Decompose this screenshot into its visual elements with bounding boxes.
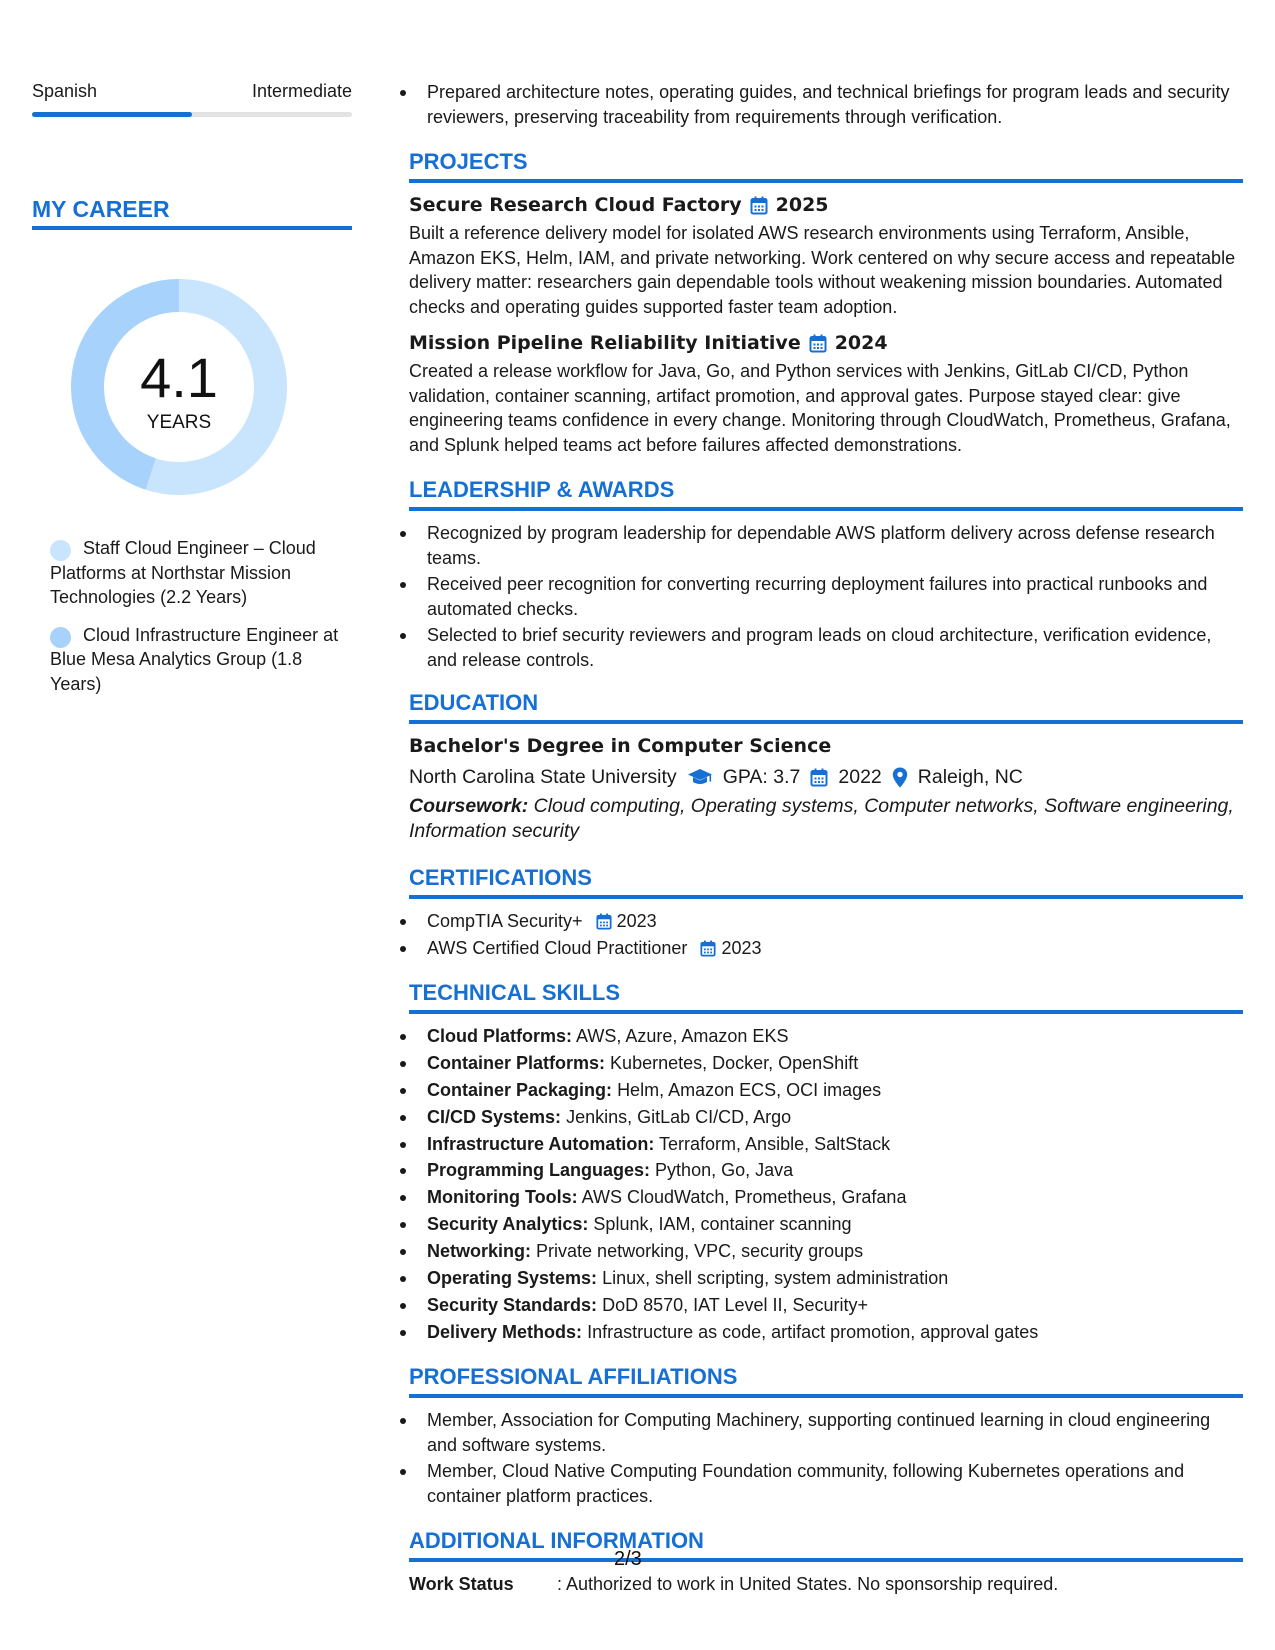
- career-total-value: 4.1: [140, 346, 218, 409]
- career-donut-label: [66, 274, 292, 500]
- skill-value: Splunk, IAM, container scanning: [593, 1214, 852, 1235]
- leadership-section: [409, 477, 1243, 672]
- section-rule: [409, 895, 1243, 899]
- main-content: [409, 80, 1243, 1596]
- skill-item: [409, 1239, 1243, 1264]
- skill-value: Private networking, VPC, security groups: [536, 1241, 864, 1262]
- skill-item: [409, 1266, 1243, 1291]
- additional-section: [409, 1528, 1243, 1596]
- career-legend-dot: [50, 540, 71, 561]
- list-item: Prepared architecture notes, operating guides, and technical briefings for program leads and security reviewers, preserving traceability from requirements through verification.: [409, 80, 1243, 129]
- project-name: Mission Pipeline Reliability Initiative: [409, 332, 801, 354]
- career-heading: MY CAREER: [32, 196, 170, 222]
- skill-item: [409, 1293, 1243, 1318]
- experience-tail-list: [409, 80, 1243, 129]
- certification-year: 2023: [616, 911, 657, 931]
- skill-item: [409, 1078, 1243, 1103]
- skill-label: Operating Systems:: [427, 1268, 598, 1289]
- skill-label: Monitoring Tools:: [427, 1187, 578, 1208]
- list-item: Member, Cloud Native Computing Foundation community, following Kubernetes operations and container platform practices.: [409, 1459, 1243, 1508]
- certification-item: [409, 936, 1243, 961]
- calendar-icon: [700, 940, 716, 957]
- career-legend-dot: [50, 627, 71, 648]
- skill-value: Kubernetes, Docker, OpenShift: [610, 1052, 859, 1073]
- section-title: TECHNICAL SKILLS: [409, 980, 621, 1005]
- list-item: Member, Association for Computing Machinery, supporting continued learning in cloud engineering and software systems.: [409, 1408, 1243, 1457]
- coursework-label: Coursework:: [409, 795, 529, 817]
- skill-label: Container Platforms:: [427, 1052, 606, 1073]
- skill-label: Delivery Methods:: [427, 1321, 583, 1342]
- certification-name: AWS Certified Cloud Practitioner: [427, 937, 688, 958]
- skill-item: [409, 1105, 1243, 1130]
- language-level: Intermediate: [251, 81, 352, 101]
- skill-value: AWS, Azure, Amazon EKS: [576, 1026, 789, 1046]
- skill-value: Linux, shell scripting, system administration: [602, 1268, 949, 1289]
- certifications-list: [409, 909, 1243, 960]
- skill-label: Infrastructure Automation:: [427, 1133, 655, 1154]
- skill-value: Helm, Amazon ECS, OCI images: [617, 1079, 882, 1100]
- projects-section: [409, 149, 1243, 457]
- section-rule: [409, 1394, 1243, 1398]
- section-rule: [409, 507, 1243, 511]
- map-pin-icon: [892, 767, 908, 788]
- calendar-icon: [809, 334, 827, 353]
- language-proficiency-bar: [32, 112, 352, 117]
- certification-year: 2023: [721, 937, 762, 958]
- calendar-icon: [596, 913, 612, 930]
- skill-label: CI/CD Systems:: [427, 1106, 562, 1127]
- project-name: Secure Research Cloud Factory: [409, 194, 742, 216]
- career-item-text: Staff Cloud Engineer – Cloud Platforms at Northstar Mission Technologies (2.2 Years): [50, 538, 316, 607]
- skills-list: [409, 1024, 1243, 1344]
- certification-item: [409, 909, 1243, 934]
- career-heading-rule: [32, 226, 352, 230]
- skill-value: Terraform, Ansible, SaltStack: [659, 1133, 891, 1154]
- list-item: Recognized by program leadership for dependable AWS platform delivery across defense research teams.: [409, 521, 1243, 570]
- skill-label: Security Analytics:: [427, 1214, 589, 1235]
- project-heading: [409, 193, 1243, 217]
- section-title: CERTIFICATIONS: [409, 865, 592, 890]
- language-row: [32, 80, 352, 102]
- affiliations-section: [409, 1364, 1243, 1508]
- language-proficiency-fill: [32, 112, 192, 117]
- coursework-list: Cloud computing, Operating systems, Computer networks, Software engineering, Information security: [409, 795, 1234, 842]
- skill-item: [409, 1024, 1243, 1049]
- skill-item: [409, 1320, 1243, 1345]
- skills-section: [409, 980, 1243, 1344]
- skill-label: Cloud Platforms:: [427, 1026, 573, 1046]
- education-school: North Carolina State University: [409, 766, 677, 788]
- skill-label: Networking:: [427, 1241, 532, 1262]
- education-year: 2022: [838, 766, 882, 788]
- work-status-row: [409, 1572, 1243, 1596]
- section-title: EDUCATION: [409, 690, 539, 715]
- section-rule: [409, 179, 1243, 183]
- skill-item: [409, 1185, 1243, 1210]
- education-degree: Bachelor's Degree in Computer Science: [409, 735, 832, 757]
- skill-value: AWS CloudWatch, Prometheus, Grafana: [581, 1187, 907, 1208]
- leadership-list: [409, 521, 1243, 672]
- section-title: PROJECTS: [409, 149, 528, 174]
- education-coursework: [409, 794, 1243, 843]
- list-item: Received peer recognition for converting recurring deployment failures into practical runbooks and automated checks.: [409, 572, 1243, 621]
- page-number: 2/3: [614, 1548, 642, 1570]
- work-status-label: Work Status: [409, 1574, 514, 1595]
- certifications-section: [409, 865, 1243, 960]
- education-location: Raleigh, NC: [917, 766, 1023, 788]
- project-heading: [409, 331, 1243, 355]
- project-year: 2024: [834, 332, 888, 354]
- skill-value: Python, Go, Java: [655, 1160, 794, 1181]
- calendar-icon: [750, 196, 768, 215]
- project-item: [409, 331, 1243, 457]
- certification-name: CompTIA Security+: [427, 911, 583, 931]
- education-details: [409, 764, 1243, 790]
- section-title: LEADERSHIP & AWARDS: [409, 477, 675, 502]
- career-item: [50, 536, 340, 610]
- section-rule: [409, 1558, 1243, 1562]
- skill-item: [409, 1158, 1243, 1183]
- skill-label: Programming Languages:: [427, 1160, 651, 1181]
- list-item: Selected to brief security reviewers and program leads on cloud architecture, verification evidence, and release controls.: [409, 623, 1243, 672]
- section-rule: [409, 1010, 1243, 1014]
- education-gpa: GPA: 3.7: [722, 766, 801, 788]
- project-item: [409, 193, 1243, 319]
- project-year: 2025: [775, 194, 829, 216]
- section-rule: [409, 720, 1243, 724]
- skill-value: DoD 8570, IAT Level II, Security+: [602, 1294, 869, 1315]
- affiliations-list: [409, 1408, 1243, 1508]
- career-total-unit: YEARS: [146, 412, 212, 433]
- language-block: [32, 80, 352, 117]
- section-title: PROFESSIONAL AFFILIATIONS: [409, 1364, 738, 1390]
- skill-label: Container Packaging:: [427, 1079, 613, 1100]
- language-name: Spanish: [32, 81, 98, 101]
- section-title: ADDITIONAL INFORMATION: [409, 1528, 704, 1554]
- skill-value: Jenkins, GitLab CI/CD, Argo: [566, 1106, 792, 1127]
- graduation-cap-icon: [687, 768, 713, 786]
- career-list: [50, 536, 340, 709]
- project-description: Built a reference delivery model for isolated AWS research environments using Terraform, Ansible, Amazon EKS, Helm, IAM, and private networking. Work centered on why secure access and repeatable delivery matter: researchers gain dependable tools without weakening mission boundaries. Automated checks and operating guides supported faster team adoption.: [409, 223, 1236, 317]
- skill-item: [409, 1212, 1243, 1237]
- skill-value: Infrastructure as code, artifact promotion, approval gates: [587, 1321, 1039, 1342]
- career-item: [50, 623, 340, 697]
- career-item-text: Cloud Infrastructure Engineer at Blue Mesa Analytics Group (1.8 Years): [50, 624, 339, 694]
- education-section: [409, 690, 1243, 843]
- work-status-value: : Authorized to work in United States. No sponsorship required.: [557, 1574, 1059, 1595]
- skill-label: Security Standards:: [427, 1294, 598, 1315]
- skill-item: [409, 1132, 1243, 1157]
- skill-item: [409, 1051, 1243, 1076]
- project-description: Created a release workflow for Java, Go, and Python services with Jenkins, GitLab CI/CD, Python validation, container scanning, artifact promotion, and approval gates. Purpose stayed clear: give engineering teams confidence in every change. Monitoring through CloudWatch, Prometheus, Grafana, and Splunk helped teams act before failures affected demonstrations.: [409, 361, 1231, 455]
- calendar-icon: [810, 768, 828, 787]
